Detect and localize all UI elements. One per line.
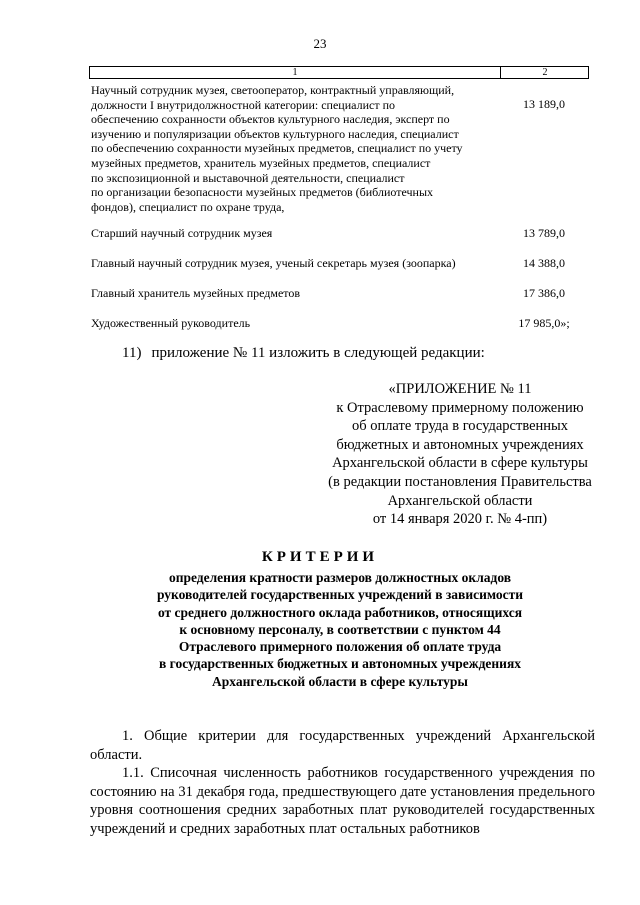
table-header [89,66,589,79]
table-row-value: 17 985,0»; [518,316,570,330]
table-row-line: обеспечению сохранности объектов культурного наследия, эксперт по [91,112,450,127]
criteria-title: КРИТЕРИИ [261,549,379,565]
criteria-subtitle-line: от среднего должностного оклада работников, относящихся [157,604,523,620]
appendix-line: «ПРИЛОЖЕНИЕ № 11 [388,381,532,397]
appendix-line: об оплате труда в государственных [351,418,569,435]
table-row-value: 14 388,0 [523,256,565,270]
table-row-text: Художественный руководитель [91,316,251,330]
table-row-line: по организации безопасности музейных предметов (библиотечных [91,185,434,200]
table-row-text: Главный научный сотрудник музея, ученый секретарь музея (зоопарка) [91,256,456,270]
table-row-text: Главный хранитель музейных предметов [91,286,301,300]
appendix-line: Архангельской области в сфере культуры [332,455,588,472]
table-row-value: 13 189,0 [523,97,565,111]
table-row-text [91,83,496,214]
criteria-subtitle-line: к основному персоналу, в соответствии с пунктом 44 [179,621,501,637]
item-11-text: приложение № 11 изложить в следующей редакции: [151,345,485,361]
paragraph-1-1: 1.1. Списочная численность работников государственного учреждения по состоянию на 31 декабря года, предшествующего дате установления предельного уровня соотношения средних заработных плат руководителей государственных учреждений и средних заработных плат остальных работников [90,765,595,837]
table-row-line: по экспозиционной и выставочной деятельности, специалист [91,170,405,185]
appendix-line: (в редакции постановления Правительства [328,473,592,490]
table-row-line: изучению и популяризации объектов культурного наследия, специалист [91,126,459,141]
criteria-subtitle-line: руководителей государственных учреждений в зависимости [156,587,524,603]
table-row-value: 13 789,0 [523,226,565,240]
table-row-line: Научный сотрудник музея, светооператор, контрактный управляющий, [91,83,455,97]
page-number: 23 [313,36,327,51]
criteria-subtitle [100,569,580,690]
criteria-subtitle-line: Отраслевого примерного положения об оплате труда [178,639,502,655]
item-11 [122,344,485,362]
appendix-line: бюджетных и автономных учреждениях [336,436,584,453]
item-11-number: 11) [122,345,142,361]
appendix-heading [300,380,620,529]
appendix-line: к Отраслевому примерному положению [336,399,584,416]
table-row-line: должности I внутридолжностной категории: специалист по [91,97,395,112]
criteria-subtitle-line: Архангельской области в сфере культуры [212,673,468,689]
table-header-col-2: 2 [542,67,548,78]
appendix-line: Архангельской области [387,492,533,509]
table-header-col-1: 1 [90,67,501,78]
table-row-line: музейных предметов, хранитель музейных предметов, специалист [91,155,431,170]
table-row-value: 17 386,0 [523,286,565,300]
criteria-subtitle-line: в государственных бюджетных и автономных учреждениях [159,656,521,672]
table-row-line: по обеспечению сохранности музейных предметов, специалист по учету [91,141,463,156]
appendix-line: от 14 января 2020 г. № 4-пп) [372,511,548,528]
criteria-subtitle-line: определения кратности размеров должностных окладов [168,570,512,585]
paragraph-1: 1. Общие критерии для государственных учреждений Архангельской области. [90,728,595,763]
table-row-text: Старший научный сотрудник музея [91,226,273,240]
table-row-line: фондов), специалист по охране труда, [91,199,285,214]
